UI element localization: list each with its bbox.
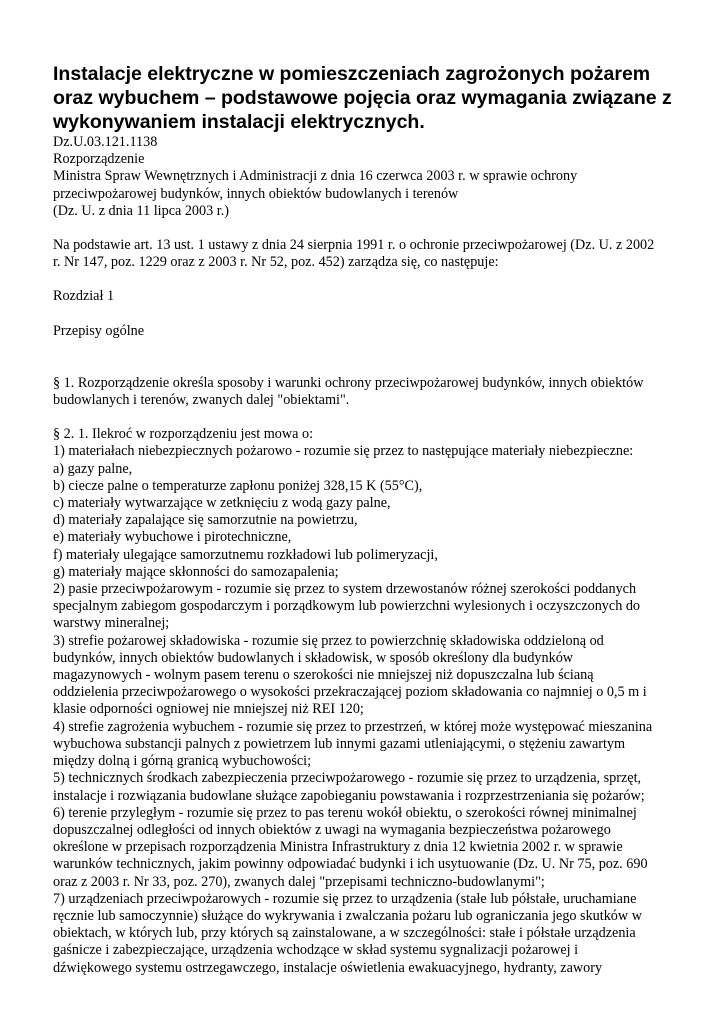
section-2-line: 7) urządzeniach przeciwpożarowych - rozumie się przez to urządzenia (stałe lub półstałe, uruchamiane [53,890,637,907]
section-2-line: wybuchowa substancji palnych z powietrzem lub innymi gazami utleniającymi, o stężeniu zawartym [53,735,626,752]
section-2-line: określone w przepisach rozporządzenia Ministra Infrastruktury z dnia 12 kwietnia 2002 r. w sprawie [53,839,623,856]
section-1-line: § 1. Rozporządzenie określa sposoby i warunki ochrony przeciwpożarowej budynków, innych obiektów [53,374,644,391]
section-2-line: c) materiały wytwarzające w zetknięciu z wodą gazy palne, [53,495,391,512]
publication-date: (Dz. U. z dnia 11 lipca 2003 r.) [53,202,229,219]
section-2-line: ręcznie lub samoczynnie) służące do wykrywania i zwalczania pożaru lub ograniczania jego skutków w [53,907,642,924]
section-2-line: specjalnym zabiegom gospodarczym i porządkowym lub powierzchni wylesionych i oczyszczonych do [53,598,641,615]
section-2-line: między dolną i górną granicą wybuchowości; [53,753,312,770]
section-2-line: a) gazy palne, [53,460,133,477]
chapter-number: Rozdział 1 [53,288,115,305]
section-2-line: 3) strefie pożarowej składowiska - rozumie się przez to powierzchnię składowiska oddzieloną od [53,632,604,649]
section-1-line: budowlanych i terenów, zwanych dalej "obiektami". [53,392,350,409]
section-2-line: dopuszczalnej odległości od innych obiektów z uwagi na wymagania bezpieczeństwa pożarowego [53,821,611,838]
title-line: Instalacje elektryczne w pomieszczeniach zagrożonych pożarem [53,63,651,85]
title-line: wykonywaniem instalacji elektrycznych. [53,111,425,133]
section-2-line: g) materiały mające skłonności do samozapalenia; [53,563,339,580]
section-2-line: oddzielenia przeciwpożarowego o wysokości przekraczającej poziom składowania co najmniej o 0,5 m i [53,684,647,701]
section-2-line: 5) technicznych środkach zabezpieczenia przeciwpożarowego - rozumie się przez to urządzenia, sprzęt, [53,770,642,787]
act-title-line: przeciwpożarowej budynków, innych obiektów budowlanych i terenów [53,185,459,202]
section-2-line: e) materiały wybuchowe i pirotechniczne, [53,529,292,546]
section-2-line: d) materiały zapalające się samorzutnie na powietrzu, [53,512,358,529]
preamble [53,237,685,271]
section-2-line: 4) strefie zagrożenia wybuchem - rozumie się przez to przestrzeń, w której może występować mieszanina [53,718,653,735]
section-2-line: budynków, innych obiektów budowlanych i składowisk, w sposób określony dla budynków [53,649,574,666]
chapter-title: Przepisy ogólne [53,322,145,339]
section-2-line: gaśnicze i zabezpieczające, urządzenia wchodzące w skład systemu sygnalizacji pożarowej i [53,942,579,959]
section-2-line: 1) materiałach niebezpiecznych pożarowo - rozumie się przez to następujące materiały niebezpieczne: [53,443,634,460]
journal-reference: Dz.U.03.121.1138 [53,134,158,150]
section-2-line: f) materiały ulegające samorzutnemu rozkładowi lub polimeryzacji, [53,546,438,563]
act-title-line: Ministra Spraw Wewnętrznych i Administracji z dnia 16 czerwca 2003 r. w sprawie ochrony [53,168,578,185]
section-2-line: klasie odporności ogniowej nie mniejszej niż REI 120; [53,701,364,718]
document-page [53,62,685,977]
section-2-line: dźwiękowego systemu ostrzegawczego, instalacje oświetlenia ewakuacyjnego, hydranty, zawory [53,959,603,976]
section-2-line: magazynowych - wolnym pasem terenu o szerokości nie mniejszej niż dopuszczalna lub ścianą [53,667,594,684]
section-2-line: 2) pasie przeciwpożarowym - rozumie się przez to system drzewostanów różnej szerokości poddanych [53,581,637,598]
section-2 [53,426,685,977]
section-2-line: obiektach, w których lub, przy których są zainstalowane, a w szczególności: stałe i półstałe urządzenia [53,925,636,942]
section-1 [53,375,685,409]
section-2-line: warunków technicznych, jakim powinny odpowiadać budynki i ich usytuowanie (Dz. U. Nr 75, poz. 690 [53,856,648,873]
preamble-line: r. Nr 147, poz. 1229 oraz z 2003 r. Nr 52, poz. 452) zarządza się, co następuje: [53,254,499,271]
section-2-line: warstwy mineralnej; [53,615,170,632]
act-type: Rozporządzenie [53,151,145,168]
document-title [53,62,678,134]
section-2-line: b) ciecze palne o temperaturze zapłonu poniżej 328,15 K (55°C), [53,477,423,494]
preamble-line: Na podstawie art. 13 ust. 1 ustawy z dnia 24 sierpnia 1991 r. o ochronie przeciwpożarowej (Dz. U. z 2002 [53,237,655,254]
section-2-line: 6) terenie przyległym - rozumie się przez to pas terenu wokół obiektu, o szerokości równej minimalnej [53,804,637,821]
section-2-line: § 2. 1. Ilekroć w rozporządzeniu jest mowa o: [53,426,314,443]
section-2-line: oraz z 2003 r. Nr 33, poz. 270), zwanych dalej "przepisami techniczno-budowlanymi"; [53,873,545,890]
document-header [53,134,685,220]
section-2-line: instalacje i rozwiązania budowlane służące zapobieganiu powstawania i rozprzestrzeniania się pożarów; [53,787,645,804]
title-line: oraz wybuchem – podstawowe pojęcia oraz wymagania związane z [53,87,672,109]
